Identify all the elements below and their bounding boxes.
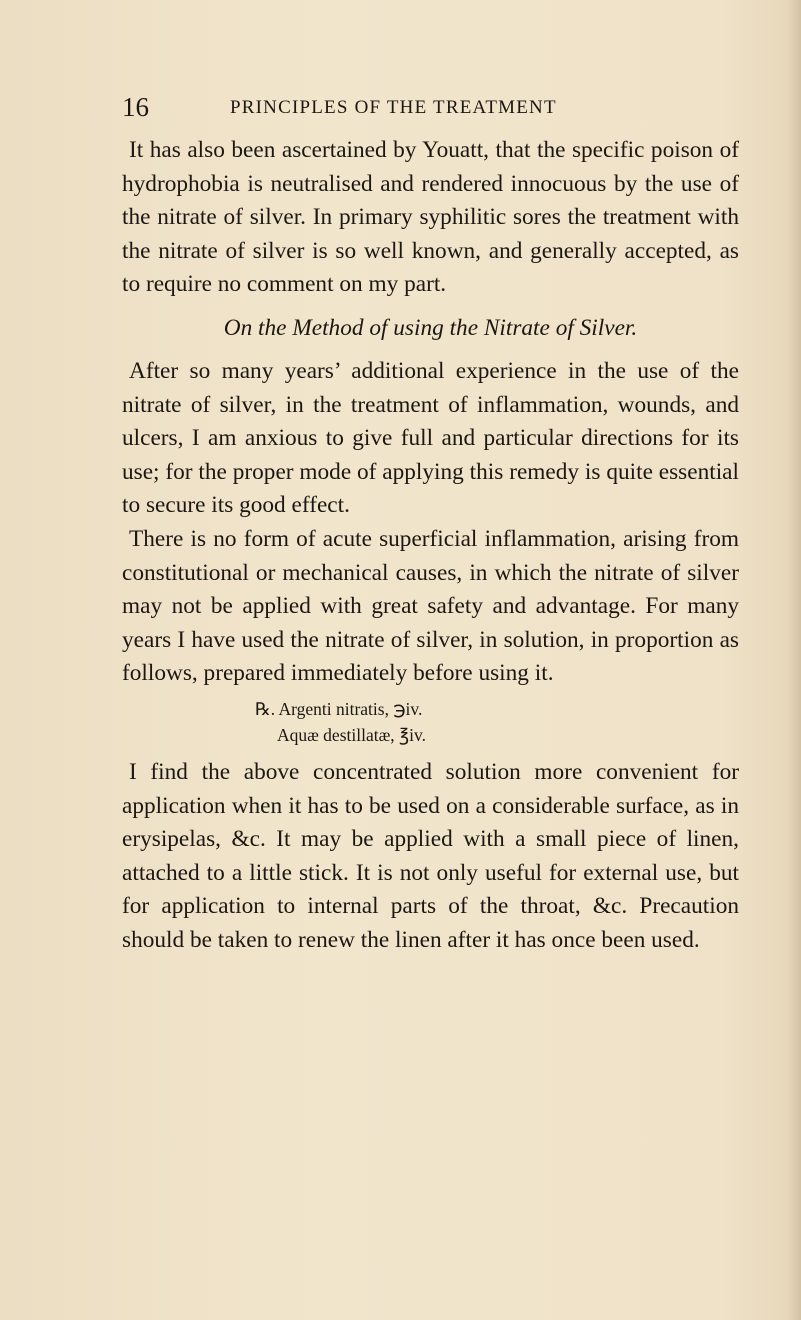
paragraph-4: I find the above concentrated solution more convenient for application when it has to be used on a considerable surface, as in erysipelas, &c. It may be applied with a small piece of linen, attached to a little stick. It is not only useful for external use, but for application to internal parts of the throat, &c. Precaution should be taken to renew the linen after it has once been used. [122,758,739,953]
paragraph-2: After so many years’ additional experience in the use of the nitrate of silver, in the treatment of inflammation, wounds, and ulcers, I am anxious to give full and particular directions for its use; for the proper mode of applying this remedy is quite essential to secure its good effect. [122,357,739,519]
paragraph-3: There is no form of acute superficial inflammation, arising from constitutional or mechanical causes, in which the nitrate of silver may not be applied with great safety and advantage. For many years I have used the nitrate of silver, in solution, in proportion as follows, prepared immediately before using it. [122,525,739,687]
body-text [122,134,739,957]
page-edge-shadow [787,0,801,1320]
prescription-line-silver-nitrate: ℞. Argenti nitratis, ℈iv. [255,698,423,719]
running-head: PRINCIPLES OF THE TREATMENT [230,97,557,118]
section-title: On the Method of using the Nitrate of Silver. [223,314,638,341]
page-header [122,92,722,124]
prescription-line-distilled-water: Aquæ destillatæ, ℥iv. [277,724,426,745]
page-number: 16 [122,92,149,122]
paragraph-1: It has also been ascertained by Youatt, that the specific poison of hydrophobia is neutralised and rendered innocuous by the use of the nitrate of silver. In primary syphilitic sores the treatment with the nitrate of silver is so well known, and generally accepted, as to require no comment on my part. [122,137,739,298]
prescription [122,696,739,748]
